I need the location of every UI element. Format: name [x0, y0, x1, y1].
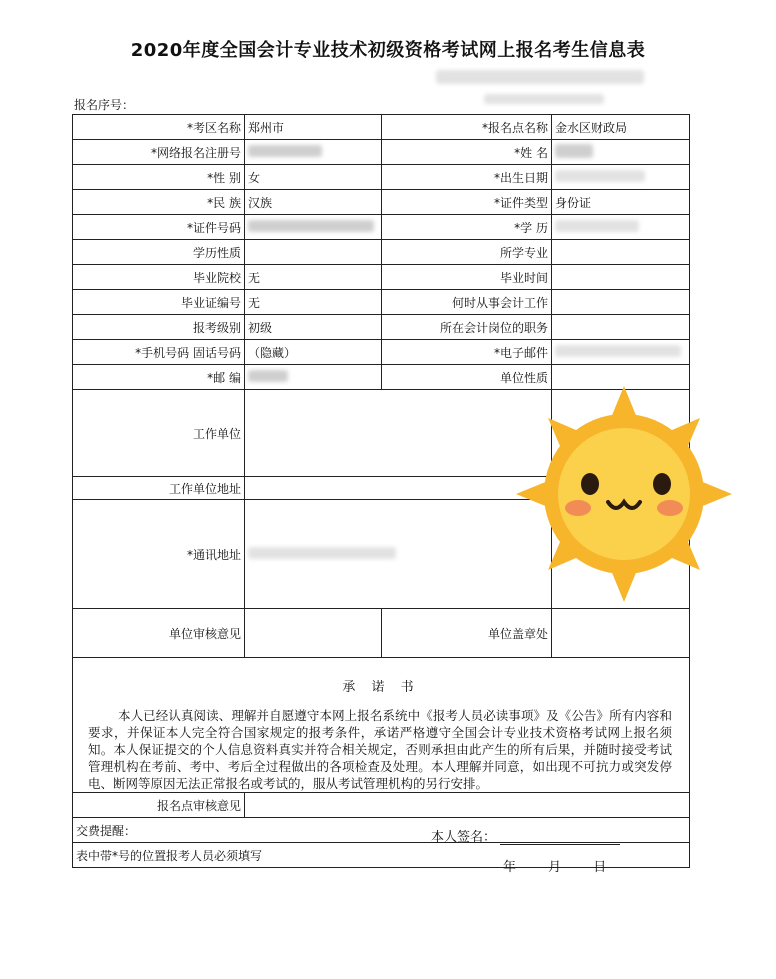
cert-number-value: 无 — [245, 290, 382, 315]
id-type-label: *证件类型 — [382, 190, 552, 215]
postcode-label: *邮 编 — [73, 365, 245, 390]
serial-number-label: 报名序号： — [74, 98, 135, 112]
school-value: 无 — [245, 265, 382, 290]
pledge-body: 本人已经认真阅读、理解并自愿遵守本网上报名系统中《报考人员必读事项》及《公告》所有内容和要求，并保证本人完全符合国家规定的报考条件，承诺严格遵守全国会计专业技术资格考试网上报名须知。本人保证提交的个人信息资料真实并符合相关规定，否则承担由此产生的所有后果，并随时接受考试管理机构在考前、考中、考后全过程做出的各项检查及处理。本人理解并同意，如出现不可抗力或突发停电、断网等原因无法正常报名或考试的，服从考试管理机构的另行安排。 — [88, 708, 672, 791]
form-title: 2020年度全国会计专业技术初级资格考试网上报名考生信息表 — [130, 40, 646, 61]
point-review-label: 报名点审核意见 — [73, 793, 245, 818]
ethnicity-value: 汉族 — [245, 190, 382, 215]
school-label: 毕业院校 — [73, 265, 245, 290]
email-value — [552, 340, 690, 365]
acct-since-label: 何时从事会计工作 — [382, 290, 552, 315]
left-blush — [565, 500, 591, 516]
right-eye — [653, 473, 671, 495]
id-type-value: 身份证 — [552, 190, 690, 215]
unit-review-value — [245, 609, 382, 658]
mail-addr-label: *通讯地址 — [73, 500, 245, 609]
right-blush — [657, 500, 683, 516]
cert-number-label: 毕业证编号 — [73, 290, 245, 315]
work-addr-value — [245, 477, 552, 500]
work-unit-value — [245, 390, 552, 477]
education-value — [552, 215, 690, 240]
level-label: 报考级别 — [73, 315, 245, 340]
signature-label: 本人签名： — [431, 830, 497, 845]
net-reg-value — [245, 140, 382, 165]
education-label: *学 历 — [382, 215, 552, 240]
position-value — [552, 315, 690, 340]
postcode-value — [245, 365, 382, 390]
major-label: 所学专业 — [382, 240, 552, 265]
unit-review-label: 单位审核意见 — [73, 609, 245, 658]
exam-area-value: 郑州市 — [245, 115, 382, 140]
major-value — [552, 240, 690, 265]
footnote: 表中带*号的位置报考人员必须填写 — [73, 843, 690, 868]
point-review-value — [245, 793, 690, 818]
signature-field[interactable] — [500, 830, 620, 845]
edu-nature-value — [245, 240, 382, 265]
grad-time-value — [552, 265, 690, 290]
grad-time-label: 毕业时间 — [382, 265, 552, 290]
reg-point-label: *报名点名称 — [382, 115, 552, 140]
sun-emoji-icon — [514, 384, 734, 604]
id-number-value — [245, 215, 382, 240]
phone-value: （隐藏） — [245, 340, 382, 365]
date-label: 年 月 日 — [503, 860, 607, 875]
work-addr-label: 工作单位地址 — [73, 477, 245, 500]
reg-point-value: 金水区财政局 — [552, 115, 690, 140]
mail-addr-value — [245, 500, 552, 609]
email-label: *电子邮件 — [382, 340, 552, 365]
sun-face — [558, 428, 690, 560]
unit-seal-value — [552, 609, 690, 658]
left-eye — [581, 473, 599, 495]
acct-since-value — [552, 290, 690, 315]
exam-area-label: *考区名称 — [73, 115, 245, 140]
name-value — [552, 140, 690, 165]
position-label: 所在会计岗位的职务 — [382, 315, 552, 340]
redacted-serial-2 — [484, 94, 604, 104]
signature-line — [431, 826, 620, 845]
fee-reminder: 交费提醒： — [73, 818, 690, 843]
name-label: *姓 名 — [382, 140, 552, 165]
ethnicity-label: *民 族 — [73, 190, 245, 215]
pledge-title: 承 诺 书 — [342, 680, 420, 695]
work-unit-label: 工作单位 — [73, 390, 245, 477]
phone-label: *手机号码 固话号码 — [73, 340, 245, 365]
level-value: 初级 — [245, 315, 382, 340]
birth-value — [552, 165, 690, 190]
redacted-serial — [436, 70, 644, 84]
birth-label: *出生日期 — [382, 165, 552, 190]
unit-nature-label: 单位性质 — [382, 365, 552, 390]
gender-value: 女 — [245, 165, 382, 190]
gender-label: *性 别 — [73, 165, 245, 190]
id-number-label: *证件号码 — [73, 215, 245, 240]
net-reg-label: *网络报名注册号 — [73, 140, 245, 165]
unit-seal-label: 单位盖章处 — [382, 609, 552, 658]
edu-nature-label: 学历性质 — [73, 240, 245, 265]
